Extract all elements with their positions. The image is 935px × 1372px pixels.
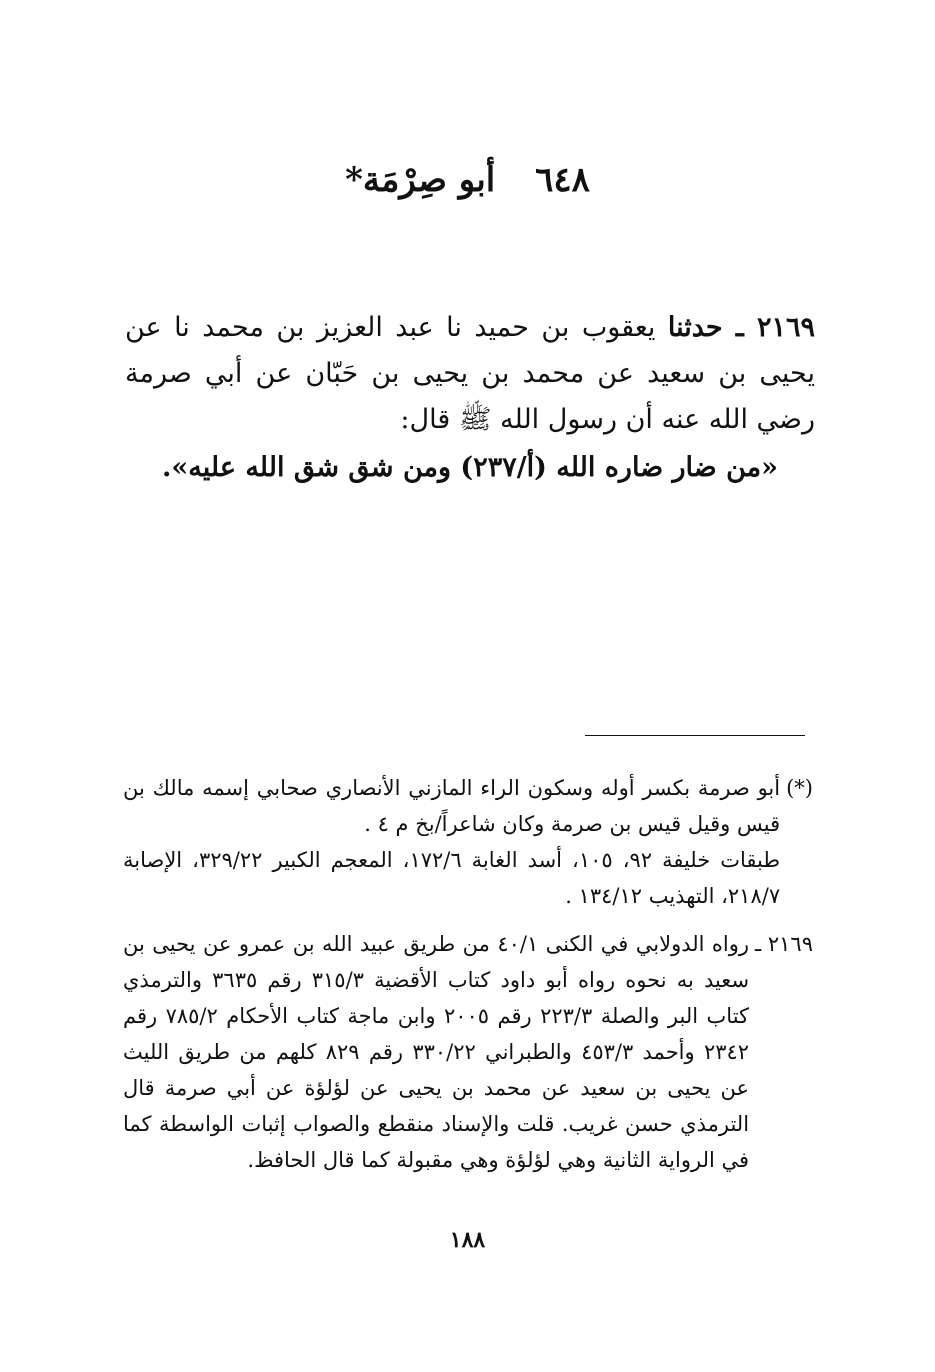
footnote-marker: (*) [786, 776, 813, 800]
footnote-biography [123, 770, 813, 914]
hadith-isnad: يعقوب بن حميد نا عبد العزيز بن محمد نا عن يحيى بن سعيد عن محمد بن يحيى بن حَبّان عن أبي صرمة رضي الله عنه أن رسول الله ﷺ قال: [125, 312, 815, 435]
footnote-bio-text: أبو صرمة بكسر أوله وسكون الراء المازني الأنصاري صحابي إسمه مالك بن قيس وقيل قيس بن صرمة وكان شاعراً/بخ م ٤ . [123, 776, 781, 836]
page-number: ١٨٨ [449, 1227, 486, 1253]
footnotes [123, 770, 813, 1190]
footnote-takhrij [123, 926, 813, 1178]
hadith-block [125, 305, 815, 491]
chapter-name: أبو صِرْمَة* [345, 160, 496, 200]
footnote-body [123, 770, 780, 914]
hadith-isnad-paragraph [125, 305, 815, 443]
hadith-lead: ٢١٦٩ ـ حدثنا [667, 312, 815, 343]
footnote-separator [585, 735, 805, 736]
footnote-takhrij-text: رواه الدولابي في الكنى ٤٠/١ من طريق عبيد الله بن عمرو عن يحيى بن سعيد به نحوه رواه أبو داود كتاب الأقضية ٣١٥/٣ رقم ٣٦٣٥ والترمذي كتاب البر والصلة ٢٢٣/٣ رقم ٢٠٠٥ وابن ماجة كتاب الأحكام ٧٨٥/٢ رقم ٢٣٤٢ وأحمد ٤٥٣/٣ والطبراني ٣٣٠/٢٢ رقم ٨٢٩ كلهم من طريق الليث عن يحيى بن سعيد عن محمد بن يحيى عن لؤلؤة عن أبي صرمة قال الترمذي حسن غريب. قلت والإسناد منقطع والصواب إثبات الواسطة كما في الرواية الثانية وهي لؤلؤة وهي مقبولة كما قال الحافظ. [123, 932, 750, 1172]
hadith-matn: «من ضار ضاره الله (أ/٢٣٧) ومن شق شق الله عليه». [161, 452, 779, 483]
footnote-bio-sources: طبقات خليفة ٩٢، ١٠٥، أسد الغابة ١٧٢/٦، المعجم الكبير ٣٢٩/٢٢، الإصابة ٢١٨/٧، التهذيب ١٣٤/١٢ . [123, 848, 781, 908]
footnote-body [123, 926, 749, 1178]
footnote-marker: ٢١٦٩ ـ [755, 932, 813, 956]
chapter-number: ٦٤٨ [535, 160, 590, 200]
chapter-title [0, 160, 935, 200]
